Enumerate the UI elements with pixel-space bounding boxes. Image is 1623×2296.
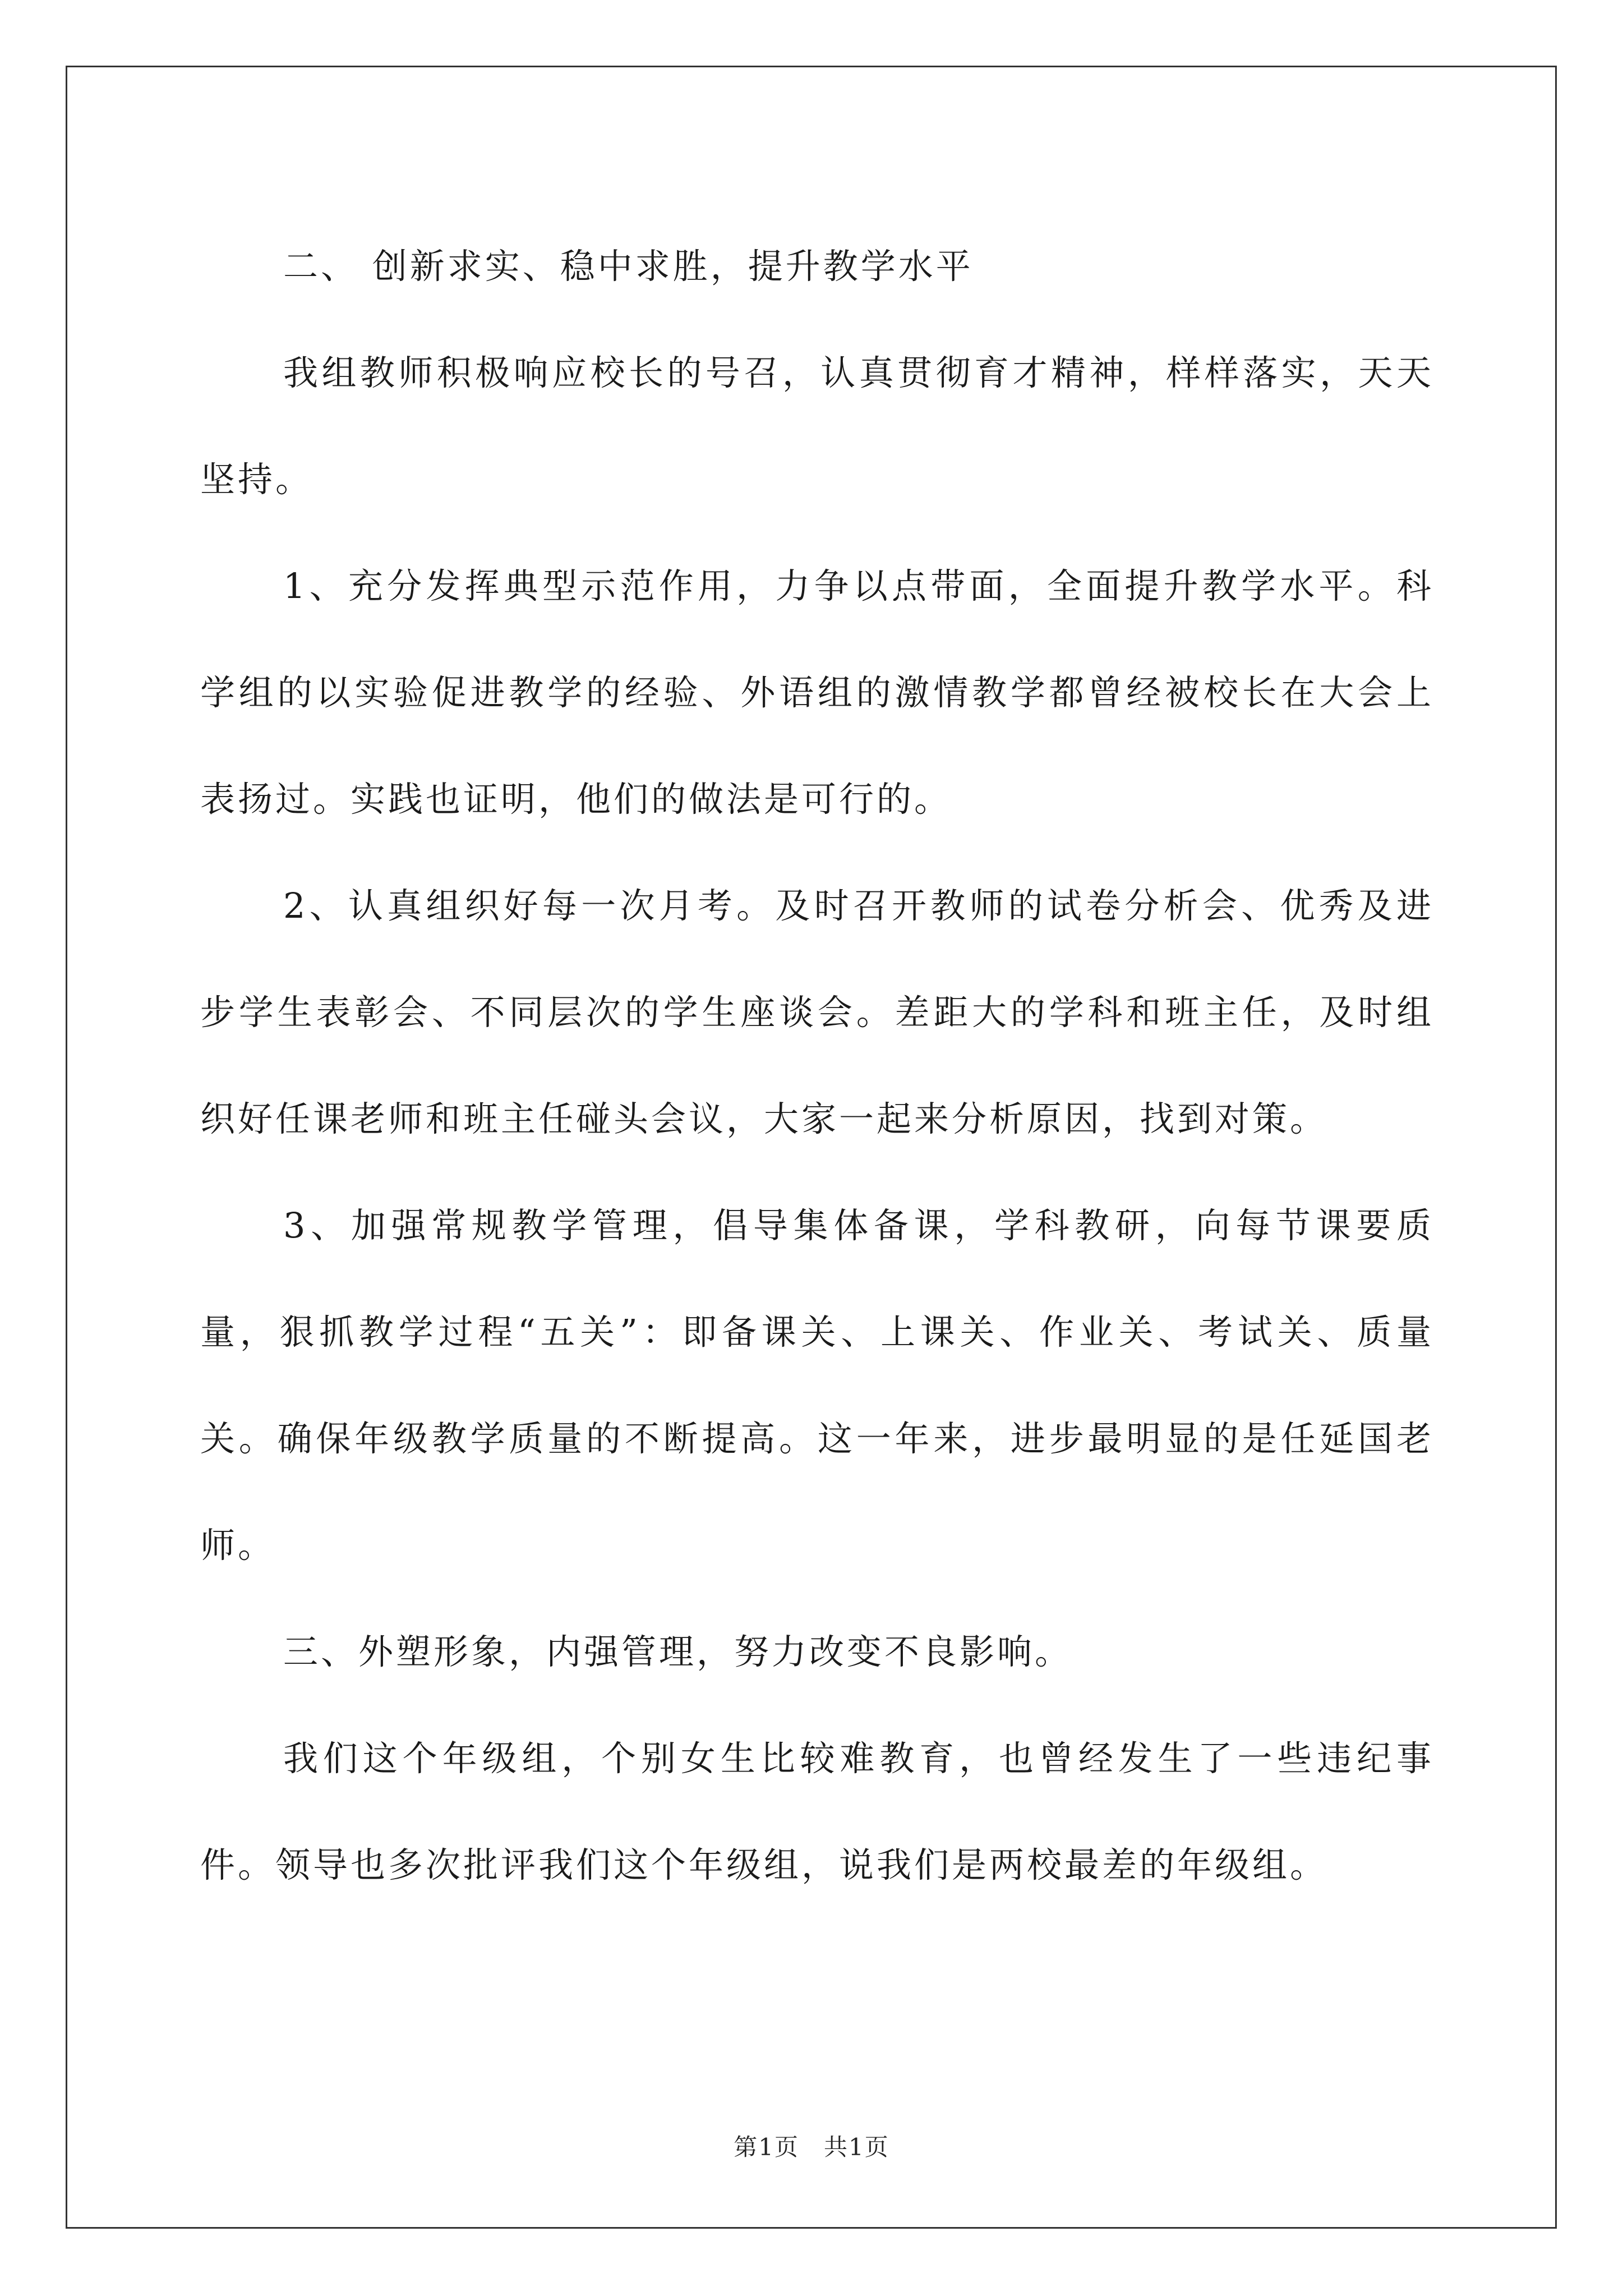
- section-heading-2: 二、 创新求实、稳中求胜，提升教学水平: [283, 246, 974, 287]
- page-footer: 第1页 共1页: [734, 2133, 889, 2161]
- paragraph-section-3: 我们这个年级组，个别女生比较难教育，也曾经发生了一些违纪事件。领导也多次批评我们这个年级组，说我们是两校最差的年级组。: [200, 1738, 1434, 1885]
- paragraph-item-3: 3、加强常规教学管理，倡导集体备课，学科教研，向每节课要质量，狠抓教学过程“五关”：即备课关、上课关、作业关、考试关、质量关。确保年级教学质量的不断提高。这一年来，进步最明显的是任延国老师。: [200, 1205, 1434, 1566]
- paragraph-item-2: 2、认真组织好每一次月考。及时召开教师的试卷分析会、优秀及进步学生表彰会、不同层次的学生座谈会。差距大的学科和班主任，及时组织好任课老师和班主任碰头会议，大家一起来分析原因，找到对策。: [200, 885, 1434, 1139]
- paragraph-item-1: 1、充分发挥典型示范作用，力争以点带面，全面提升教学水平。科学组的以实验促进教学的经验、外语组的激情教学都曾经被校长在大会上表扬过。实践也证明，他们的做法是可行的。: [200, 565, 1434, 820]
- document-body: [200, 213, 1434, 1918]
- paragraph-intro: 我组教师积极响应校长的号召，认真贯彻育才精神，样样落实，天天坚持。: [200, 352, 1434, 500]
- section-heading-3: 三、外塑形象，内强管理，努力改变不良影响。: [283, 1631, 1073, 1672]
